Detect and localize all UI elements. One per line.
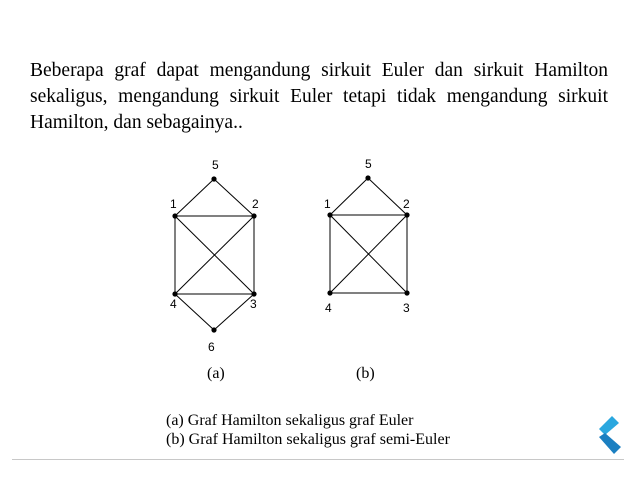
vertex-label-6: 6	[208, 340, 215, 354]
vertex-3	[404, 290, 409, 295]
vertex-2	[251, 213, 256, 218]
vertex-label-3: 3	[403, 301, 410, 315]
graph-b-caption: (b)	[356, 365, 375, 382]
vertex-label-5: 5	[365, 157, 372, 171]
vertex-label-1: 1	[170, 197, 177, 211]
graph-a	[150, 150, 280, 360]
intro-paragraph: Beberapa graf dapat mengandung sirkuit Euler dan sirkuit Hamilton sekaligus, mengandung sirkuit Euler tetapi tidak mengandung sirkuit Hamilton, dan sebagainya..	[30, 60, 608, 133]
vertex-label-1: 1	[324, 197, 331, 211]
vertex-label-4: 4	[325, 301, 332, 315]
graph-b	[305, 150, 435, 320]
footer-divider	[12, 459, 624, 460]
graph-a-caption: (a)	[207, 365, 225, 382]
chevron-logo-icon	[588, 414, 626, 456]
vertex-label-4: 4	[170, 297, 177, 311]
legend-item-a: (a) Graf Hamilton sekaligus graf Euler	[166, 412, 414, 429]
vertex-label-2: 2	[252, 197, 259, 211]
vertex-1	[172, 213, 177, 218]
vertex-3	[251, 291, 256, 296]
vertex-label-3: 3	[250, 297, 257, 311]
edge-1-5	[175, 179, 214, 216]
legend	[166, 411, 450, 449]
vertex-label-5: 5	[212, 158, 219, 172]
vertex-5	[211, 176, 216, 181]
vertex-6	[211, 327, 216, 332]
legend-item-b: (b) Graf Hamilton sekaligus graf semi-Euler	[166, 431, 450, 448]
edge-1-5	[330, 178, 368, 215]
edge-2-5	[214, 179, 254, 216]
vertex-4	[327, 290, 332, 295]
vertex-label-2: 2	[403, 197, 410, 211]
vertex-4	[172, 291, 177, 296]
edge-2-5	[368, 178, 407, 215]
edge-4-6	[175, 294, 214, 330]
edge-3-6	[214, 294, 254, 330]
vertex-2	[404, 212, 409, 217]
vertex-5	[365, 175, 370, 180]
vertex-1	[327, 212, 332, 217]
